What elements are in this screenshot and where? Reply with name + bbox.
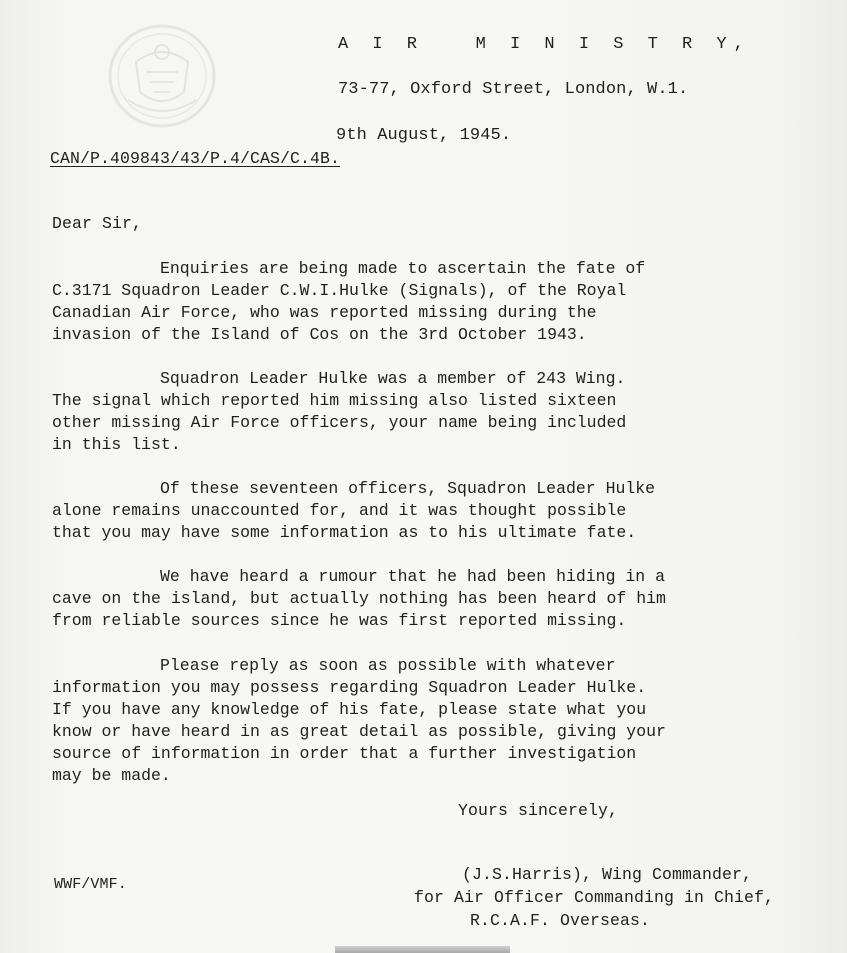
closing: Yours sincerely,: [458, 801, 619, 820]
paragraph-line: We have heard a rumour that he had been hiding in a: [160, 567, 665, 586]
paragraph-line: Squadron Leader Hulke was a member of 243 Wing.: [160, 369, 626, 388]
paragraph-line: Enquiries are being made to ascertain the fate of: [160, 259, 646, 278]
paragraph-line: that you may have some information as to his ultimate fate.: [52, 523, 637, 542]
paragraph-5: [52, 655, 752, 787]
paragraph-line: from reliable sources since he was first reported missing.: [52, 611, 627, 630]
paragraph-line: source of information in order that a further investigation: [52, 744, 637, 763]
letterhead-address: 73-77, Oxford Street, London, W.1.: [338, 80, 689, 99]
embossed-seal-icon: [106, 22, 218, 130]
paragraph-line: cave on the island, but actually nothing has been heard of him: [52, 589, 666, 608]
letter-date: 9th August, 1945.: [336, 126, 512, 145]
paragraph-3: [52, 478, 752, 544]
paragraph-2: [52, 368, 752, 456]
letterhead-organization: A I R M I N I S T R Y,: [338, 35, 751, 54]
paragraph-line: C.3171 Squadron Leader C.W.I.Hulke (Signals), of the Royal: [52, 281, 627, 300]
paragraph-line: invasion of the Island of Cos on the 3rd October 1943.: [52, 325, 587, 344]
typist-initials: WWF/VMF.: [54, 876, 127, 893]
signature-name: (J.S.Harris), Wing Commander,: [462, 865, 753, 884]
paragraph-line: alone remains unaccounted for, and it was thought possible: [52, 501, 627, 520]
paragraph-line: information you may possess regarding Squadron Leader Hulke.: [52, 678, 647, 697]
paragraph-line: in this list.: [52, 435, 181, 454]
reference-number: CAN/P.409843/43/P.4/CAS/C.4B.: [50, 149, 341, 168]
paragraph-line: The signal which reported him missing also listed sixteen: [52, 391, 617, 410]
page-edge-shadow: [335, 946, 510, 953]
signature-unit: R.C.A.F. Overseas.: [470, 911, 651, 930]
salutation: Dear Sir,: [52, 214, 143, 233]
paragraph-line: other missing Air Force officers, your name being included: [52, 413, 627, 432]
paragraph-1: [52, 258, 752, 346]
paragraph-line: may be made.: [52, 766, 171, 785]
paragraph-line: know or have heard in as great detail as possible, giving your: [52, 722, 666, 741]
paragraph-4: [52, 566, 752, 632]
paragraph-line: Of these seventeen officers, Squadron Leader Hulke: [160, 479, 656, 498]
paragraph-line: Please reply as soon as possible with whatever: [160, 656, 616, 675]
paragraph-line: If you have any knowledge of his fate, please state what you: [52, 700, 647, 719]
signature-title: for Air Officer Commanding in Chief,: [414, 888, 775, 907]
paragraph-line: Canadian Air Force, who was reported missing during the: [52, 303, 597, 322]
